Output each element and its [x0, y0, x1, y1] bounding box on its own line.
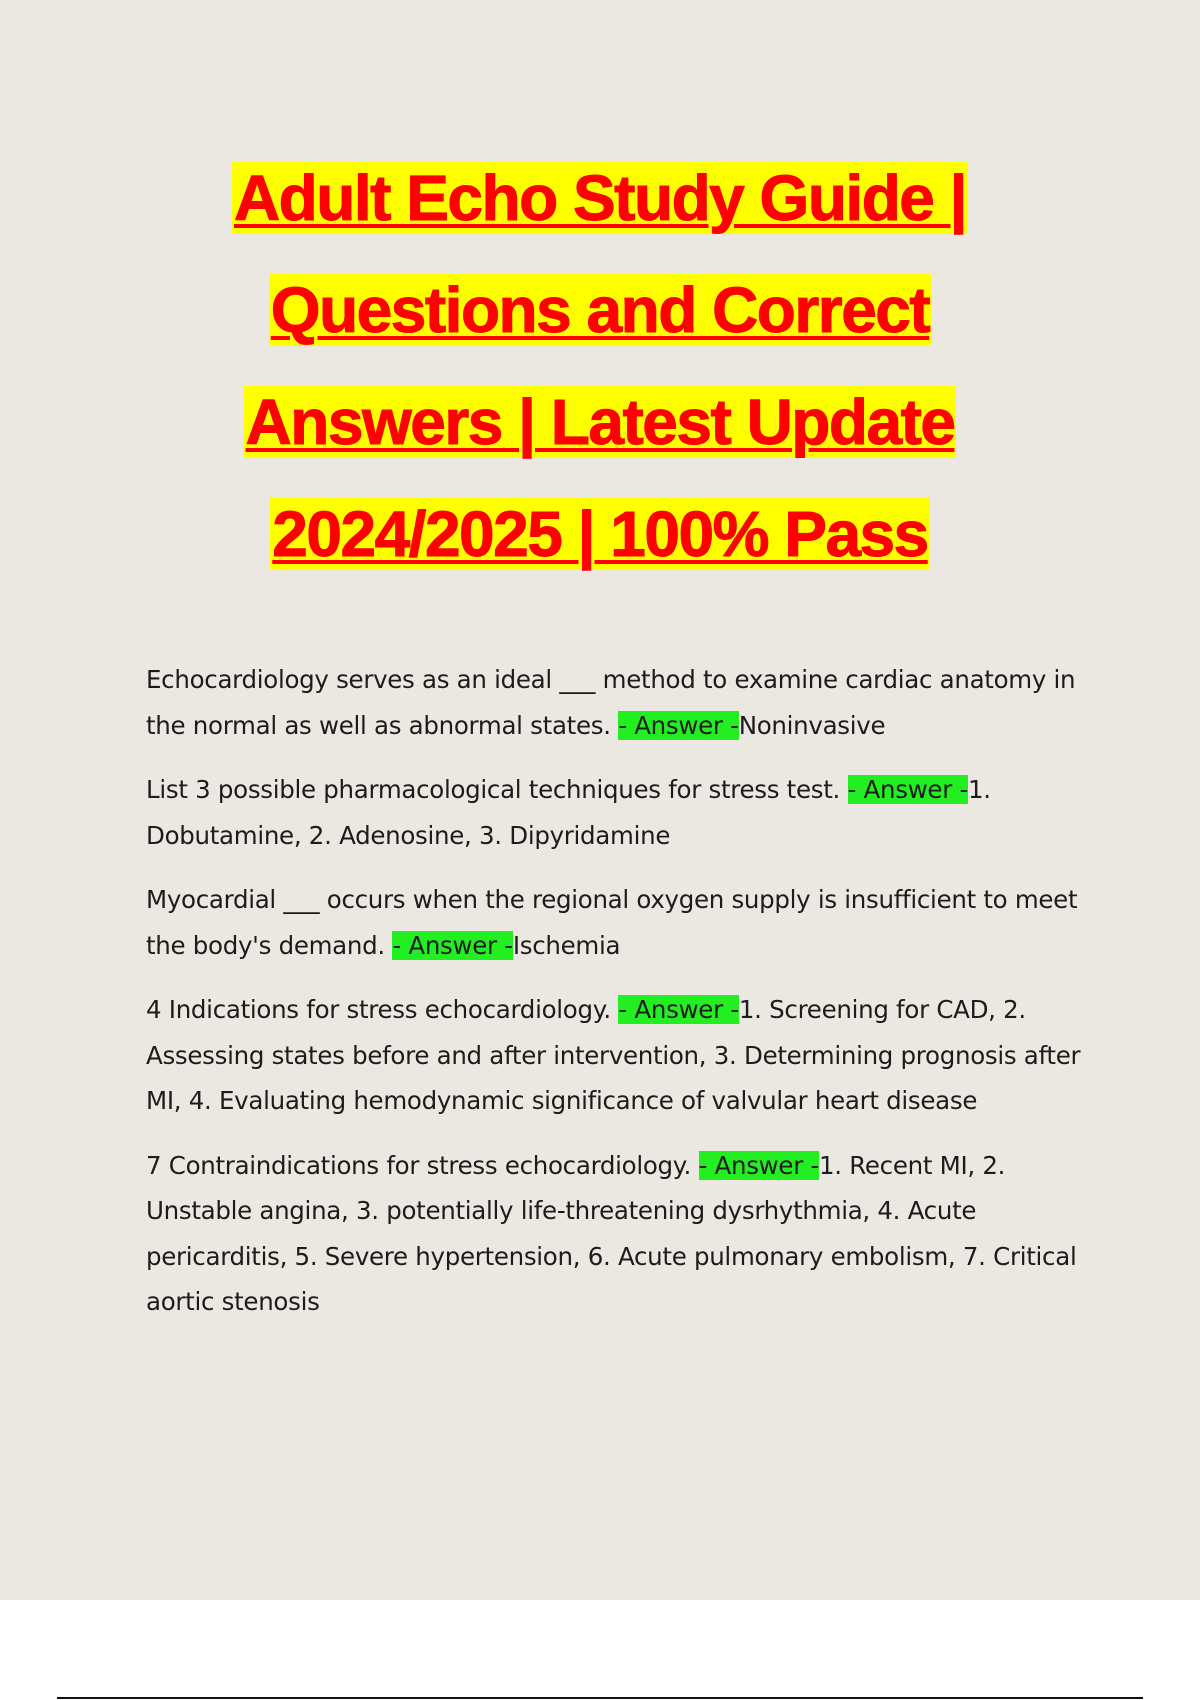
answer-text: 1. Dobutamine, 2. Adenosine, 3. Dipyridamine	[146, 775, 991, 850]
document-title	[0, 142, 1200, 590]
answer-text: 1. Screening for CAD, 2. Assessing states before and after intervention, 3. Determining prognosis after MI, 4. Evaluating hemodynamic significance of valvular heart disease	[146, 995, 1081, 1115]
answer-tag: - Answer -	[618, 710, 739, 740]
answer-tag: - Answer -	[847, 775, 969, 804]
title-line	[0, 366, 1200, 478]
question-text: List 3 possible pharmacological techniques for stress test.	[146, 775, 848, 804]
title-line-text: Adult Echo Study Guide |	[233, 162, 967, 234]
question-text: 4 Indications for stress echocardiology.	[146, 995, 619, 1024]
answer-tag: - Answer -	[392, 930, 513, 960]
answer-text: Ischemia	[512, 930, 621, 960]
qa-item	[146, 767, 1096, 858]
question-text: 7 Contraindications for stress echocardiology.	[146, 1150, 699, 1180]
title-line	[0, 142, 1200, 254]
title-line	[0, 254, 1200, 366]
footer-divider	[57, 1697, 1143, 1699]
question-text: Myocardial ___ occurs when the regional oxygen supply is insufficient to meet the body's demand.	[146, 885, 1078, 960]
qa-item	[146, 877, 1096, 968]
qa-item	[146, 657, 1096, 748]
answer-tag: - Answer -	[698, 1150, 819, 1180]
qa-item	[146, 987, 1096, 1124]
question-text: Echocardiology serves as an ideal ___ method to examine cardiac anatomy in the normal as well as abnormal states.	[146, 665, 1076, 740]
title-line-text: 2024/2025 | 100% Pass	[272, 498, 928, 570]
title-line	[0, 478, 1200, 590]
answer-text: Noninvasive	[738, 710, 886, 740]
title-line-text: Questions and Correct	[270, 274, 930, 346]
qa-item	[146, 1143, 1096, 1325]
question-answer-list	[146, 657, 1096, 1344]
title-line-text: Answers | Latest Update	[245, 386, 955, 458]
answer-text: 1. Recent MI, 2. Unstable angina, 3. potentially life-threatening dysrhythmia, 4. Acute pericarditis, 5. Severe hypertension, 6. Acute pulmonary embolism, 7. Critical aortic stenosis	[146, 1150, 1077, 1316]
answer-tag: - Answer -	[618, 995, 739, 1024]
